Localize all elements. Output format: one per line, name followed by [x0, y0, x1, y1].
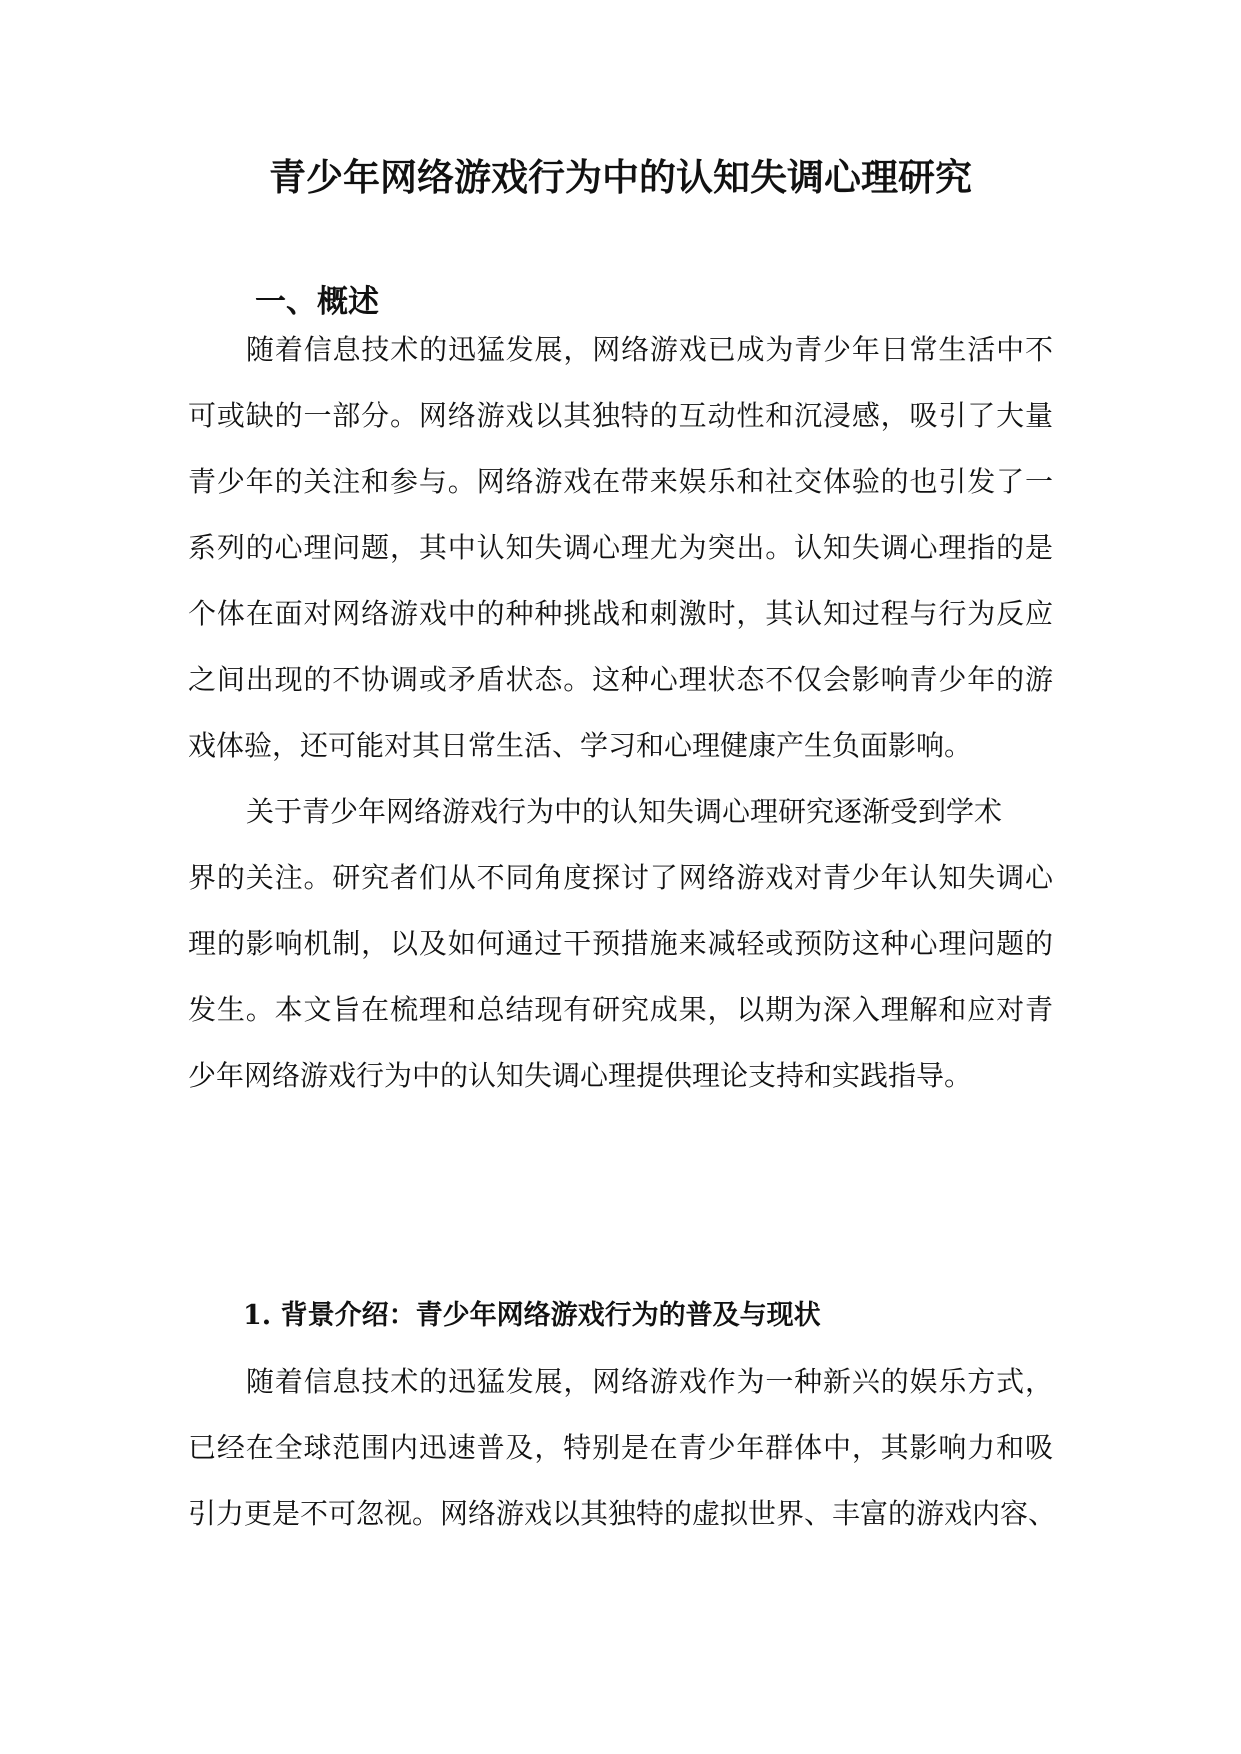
- paragraph-line: 系列的心理问题，其中认知失调心理尤为突出。认知失调心理指的是: [188, 531, 1053, 564]
- paragraph-line: 少年网络游戏行为中的认知失调心理提供理论支持和实践指导。: [188, 1059, 973, 1092]
- paragraph-line: 界的关注。研究者们从不同角度探讨了网络游戏对青少年认知失调心: [188, 861, 1053, 894]
- paragraph-line: 随着信息技术的迅猛发展，网络游戏已成为青少年日常生活中不: [246, 333, 1053, 366]
- paragraph-line: 引力更是不可忽视。网络游戏以其独特的虚拟世界、丰富的游戏内容、: [188, 1497, 1057, 1530]
- paragraph-line: 戏体验，还可能对其日常生活、学习和心理健康产生负面影响。: [188, 729, 973, 762]
- document-title: 青少年网络游戏行为中的认知失调心理研究: [269, 155, 972, 199]
- paragraph-line: 理的影响机制，以及如何通过干预措施来减轻或预防这种心理问题的: [188, 927, 1053, 960]
- paragraph-line: 个体在面对网络游戏中的种种挑战和刺激时，其认知过程与行为反应: [188, 597, 1053, 630]
- subsection-heading-background: 1. 背景介绍：青少年网络游戏行为的普及与现状: [243, 1300, 821, 1331]
- paragraph-line: 已经在全球范围内迅速普及，特别是在青少年群体中，其影响力和吸: [188, 1431, 1053, 1464]
- paragraph-line: 之间出现的不协调或矛盾状态。这种心理状态不仅会影响青少年的游: [188, 663, 1053, 696]
- section-heading-overview: 一、概述: [255, 284, 379, 320]
- paragraph-line: 随着信息技术的迅猛发展，网络游戏作为一种新兴的娱乐方式，: [246, 1365, 1053, 1398]
- paragraph-line: 青少年的关注和参与。网络游戏在带来娱乐和社交体验的也引发了一: [188, 465, 1053, 498]
- paragraph-line: 发生。本文旨在梳理和总结现有研究成果，以期为深入理解和应对青: [188, 993, 1053, 1026]
- paragraph-line: 可或缺的一部分。网络游戏以其独特的互动性和沉浸感，吸引了大量: [188, 399, 1053, 432]
- paragraph-line: 关于青少年网络游戏行为中的认知失调心理研究逐渐受到学术: [246, 795, 1003, 828]
